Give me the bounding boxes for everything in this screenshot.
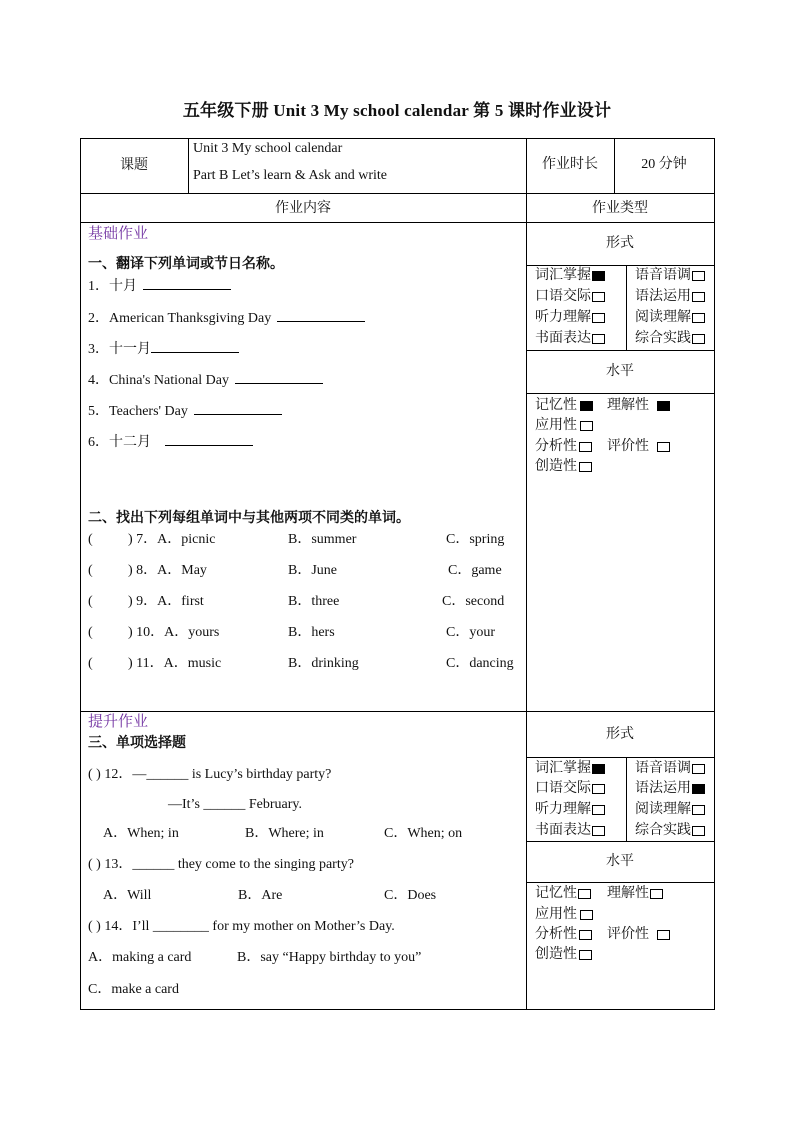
basic-heading: 基础作业 [88, 226, 149, 242]
checkbox-vocabulary: 词汇掌握 [535, 761, 605, 777]
checkbox-box [592, 805, 605, 815]
checkbox-understanding: 理解性 [607, 886, 663, 902]
checkbox-box [692, 805, 705, 815]
checkbox-grammar: 语法运用 [635, 289, 705, 305]
form-label: 形式 [606, 236, 634, 251]
checkbox-understanding: 理解性 [607, 398, 670, 414]
checkbox-memory: 记忆性 [535, 886, 591, 902]
checkbox-box [592, 334, 605, 344]
checkbox-listening: 听力理解 [535, 310, 605, 326]
type-label: 作业类型 [592, 201, 648, 216]
checkbox-box [592, 764, 605, 774]
checkbox-box [592, 826, 605, 836]
checkbox-box [657, 401, 670, 411]
checkbox-box [580, 421, 593, 431]
topic-label: 课题 [120, 158, 148, 173]
checkbox-box [657, 442, 670, 452]
question-14: ( ) 14．I’ll ________ for my mother on Mother’s Day. [88, 919, 395, 934]
topic-line-1: Unit 3 My school calendar [193, 141, 343, 156]
checkbox-box [580, 910, 593, 920]
checkbox-application: 应用性 [535, 418, 593, 434]
checkbox-box [580, 401, 593, 411]
advanced-heading: 提升作业 [88, 714, 149, 730]
checkbox-box [579, 950, 592, 960]
checkbox-box [578, 889, 591, 899]
list-item: 4．China's National Day [88, 371, 323, 389]
list-item: 3．十一月 [88, 340, 239, 358]
checkbox-reading: 阅读理解 [635, 310, 705, 326]
checkbox-writing: 书面表达 [535, 331, 605, 347]
part1-title: 一、翻译下列单词或节日名称。 [88, 257, 284, 272]
checkbox-box [692, 764, 705, 774]
checkbox-practice: 综合实践 [635, 823, 705, 839]
checkbox-box [692, 334, 705, 344]
checkbox-writing: 书面表达 [535, 823, 605, 839]
list-item: 2．American Thanksgiving Day [88, 309, 365, 327]
checkbox-practice: 综合实践 [635, 331, 705, 347]
checkbox-box [592, 271, 605, 281]
checkbox-box [692, 271, 705, 281]
level-label: 水平 [606, 364, 634, 379]
checkbox-application: 应用性 [535, 907, 593, 923]
checkbox-box [650, 889, 663, 899]
checkbox-evaluation: 评价性 [607, 927, 670, 943]
checkbox-speaking: 口语交际 [535, 781, 605, 797]
checkbox-speaking: 口语交际 [535, 289, 605, 305]
checkbox-analysis: 分析性 [535, 927, 592, 943]
checkbox-box [692, 784, 705, 794]
checkbox-grammar: 语法运用 [635, 781, 705, 797]
checkbox-creativity: 创造性 [535, 459, 592, 475]
part3-title: 三、单项选择题 [88, 736, 186, 751]
checkbox-creativity: 创造性 [535, 947, 592, 963]
topic-line-2: Part B Let’s learn & Ask and write [193, 168, 388, 183]
checkbox-pronunciation: 语音语调 [635, 761, 705, 777]
form-label: 形式 [606, 727, 634, 742]
duration-label: 作业时长 [542, 157, 598, 172]
checkbox-listening: 听力理解 [535, 802, 605, 818]
question-12: ( ) 12．—______ is Lucy’s birthday party? [88, 767, 332, 782]
checkbox-box [579, 462, 592, 472]
checkbox-memory: 记忆性 [535, 398, 593, 414]
checkbox-box [579, 930, 592, 940]
checkbox-reading: 阅读理解 [635, 802, 705, 818]
checkbox-box [692, 292, 705, 302]
checkbox-box [592, 784, 605, 794]
checkbox-analysis: 分析性 [535, 439, 592, 455]
list-item: 6．十二月 [88, 433, 253, 451]
question-13: ( ) 13．______ they come to the singing party? [88, 857, 354, 872]
checkbox-box [657, 930, 670, 940]
list-item: 1．十月 [88, 277, 231, 295]
content-label: 作业内容 [275, 201, 331, 216]
list-item: 5．Teachers' Day [88, 402, 282, 420]
checkbox-box [579, 442, 592, 452]
checkbox-box [692, 313, 705, 323]
checkbox-box [592, 292, 605, 302]
duration-value: 20 分钟 [641, 157, 687, 172]
question-12-line-2: —It’s ______ February. [168, 797, 303, 812]
part2-title: 二、找出下列每组单词中与其他两项不同类的单词。 [88, 511, 410, 526]
checkbox-box [592, 313, 605, 323]
page-title: 五年级下册 Unit 3 My school calendar 第 5 课时作业设计 [182, 101, 612, 120]
checkbox-pronunciation: 语音语调 [635, 268, 705, 284]
checkbox-box [692, 826, 705, 836]
level-label: 水平 [606, 854, 634, 869]
checkbox-vocabulary: 词汇掌握 [535, 268, 605, 284]
checkbox-evaluation: 评价性 [607, 439, 670, 455]
